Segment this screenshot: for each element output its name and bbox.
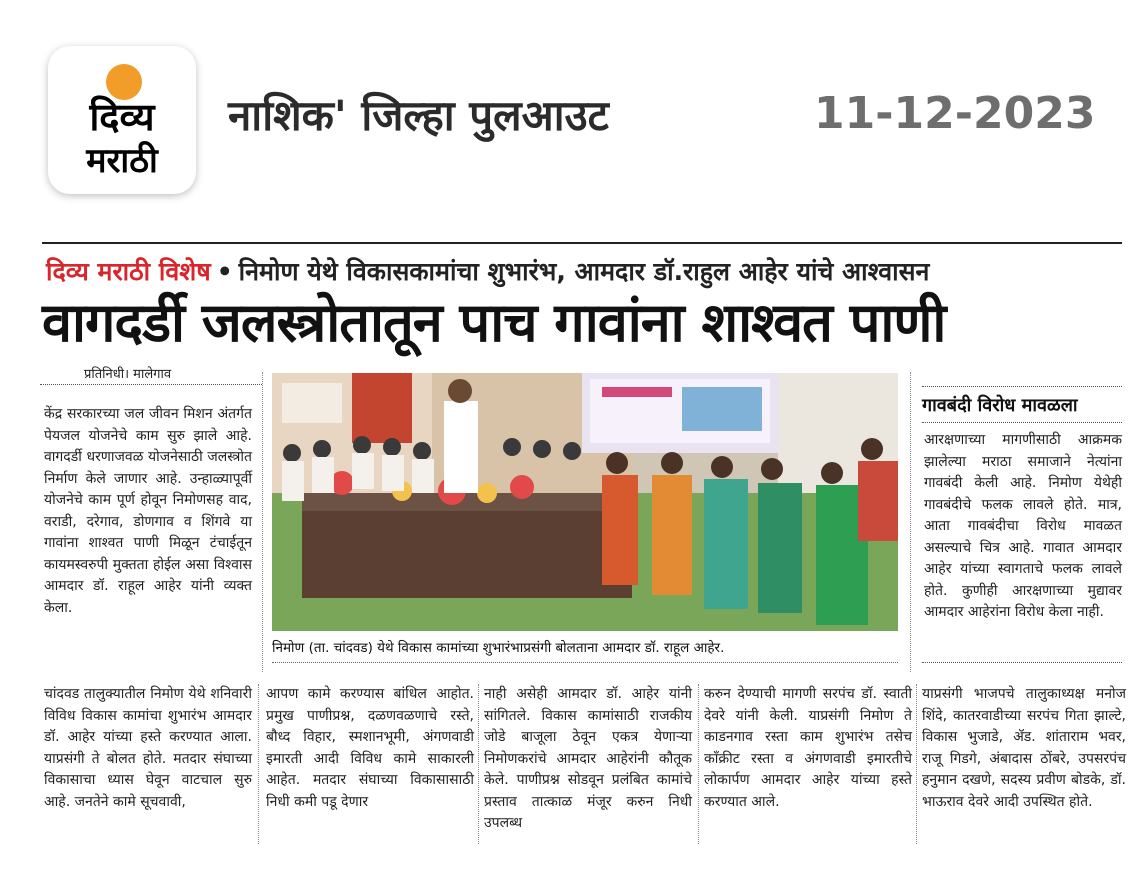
sidebar-heading: गावबंदी विरोध मावळला (922, 395, 1078, 416)
caption-rule (272, 662, 898, 663)
article-column-4: करुन देण्याची मागणी सरपंच डॉ. स्वाती देवरे यांनी केली. याप्रसंगी निमोण ते काडनगाव रस्ता काम शुभारंभ तसेच काँक्रीट रस्ता व अंगणवाडी इमारतीचे लोकार्पण आमदार आहेर यांच्या हस्ते करण्यात आले. (704, 686, 912, 810)
sidebar-top-rule (922, 386, 1122, 387)
article-column-3: नाही असेही आमदार डॉ. आहेर यांनी सांगितले. विकास कामांसाठी राजकीय जोडे बाजूला ठेवून एकत्र येणाऱ्या निमोणकरांचे आमदार आहेरांनी कौतूक केले. पाणीप्रश्न सोडवून प्रलंबित कामांचे प्रस्ताव तात्काळ मंजूर करुन निधी उपलब्ध (484, 686, 692, 831)
column-divider (910, 372, 911, 672)
column-divider (262, 372, 263, 672)
page-title: नाशिक' जिल्हा पुलआउट (228, 91, 609, 140)
sidebar-text: आरक्षणाच्या मागणीसाठी आक्रमक झालेल्या मराठा समाजाने नेत्यांना गावबंदी केली आहे. निमोण येथेही गावबंदीचे फलक लावले होते. मात्र, आता गावबंदीचा विरोध मावळत असल्याचे चित्र आहे. गावात आमदार आहेर यांच्या स्वागताचे फलक लावले होते. कुणीही आरक्षणाच्या मुद्यावर आमदार आहेरांना विरोध केला नाही. (924, 432, 1122, 620)
logo-text-line2: मराठी (86, 141, 158, 181)
article-column-1-bottom: चांदवड तालुक्यातील निमोण येथे शनिवारी विविध विकास कामांचा शुभारंभ आमदार डॉ. आहेर यांच्या हस्ते करण्यात आला. याप्रसंगी ते बोलत होते. मतदार संघाच्या विकासाचा ध्यास घेवून वाटचाल सुरु आहे. जनतेने कामे सूचवावी, (44, 686, 252, 810)
event-photo-illustration (272, 373, 898, 631)
page-date: 11-12-2023 (814, 88, 1096, 139)
article-column-2: आपण कामे करण्यास बांधिल आहोत. प्रमुख पाणीप्रश्न, दळणवळणाचे रस्ते, बौध्द विहार, स्मशानभूमी, अंगणवाडी इमारती आदी विविध कामे साकारली आहेत. मतदार संघाच्या विकासासाठी निधी कमी पडू देणार (266, 686, 474, 810)
article-photo (272, 373, 898, 631)
article-headline: वागदर्डी जलस्त्रोतातून पाच गावांना शाश्वत पाणी (42, 291, 946, 354)
column-divider (916, 684, 917, 844)
photo-caption: निमोण (ता. चांदवड) येथे विकास कामांच्या शुभारंभाप्रसंगी बोलताना आमदार डॉ. राहूल आहेर. (272, 640, 725, 656)
column-divider (698, 684, 699, 844)
sidebar-heading-rule (922, 422, 1122, 423)
kicker-brand: दिव्य मराठी विशेष (46, 257, 211, 286)
column-divider (258, 684, 259, 844)
kicker-text: निमोण येथे विकासकामांचा शुभारंभ, आमदार डॉ.राहुल आहेर यांचे आश्वासन (238, 257, 930, 286)
article-top-rule (42, 242, 1122, 244)
logo-text-line1: दिव्य (89, 95, 155, 139)
sidebar-bottom-rule (922, 662, 1122, 663)
column-divider (478, 684, 479, 844)
article-column-5: याप्रसंगी भाजपचे तालुकाध्यक्ष मनोज शिंदे, कातरवाडीच्या सरपंच गिता झाल्टे, विकास भुजाडे, ॲड. शांताराम भवर, राजू गिडगे, अंबादास ठोंबरे, उपसरपंच हनुमान दखणे, सदस्य प्रवीण बोडके, डॉ. भाऊराव देवरे आदी उपस्थित होते. (922, 686, 1126, 810)
byline-divider (40, 384, 262, 385)
article-kicker (46, 254, 929, 288)
kicker-bullet: • (216, 257, 233, 286)
article-column-1-top: केंद्र सरकारच्या जल जीवन मिशन अंतर्गत पेयजल योजनेचे काम सुरु झाले आहे. वागदर्डी धरणाजवळ योजनेसाठी जलस्त्रोत निर्माण केले जाणार आहे. उन्हाळ्यापूर्वी योजनेचे काम पूर्ण होवून निमोणसह वाद, वराडी, दरेगाव, डोणगाव व शिंगवे या गावांना शाश्वत पाणी मिळून टंचाईतून कायमस्वरुपी मुक्तता होईल असा विश्वास आमदार डॉ. राहूल आहेर यांनी व्यक्त केला. (44, 406, 252, 616)
article-byline: प्रतिनिधी। मालेगाव (84, 367, 172, 382)
app-logo[interactable] (48, 46, 196, 194)
